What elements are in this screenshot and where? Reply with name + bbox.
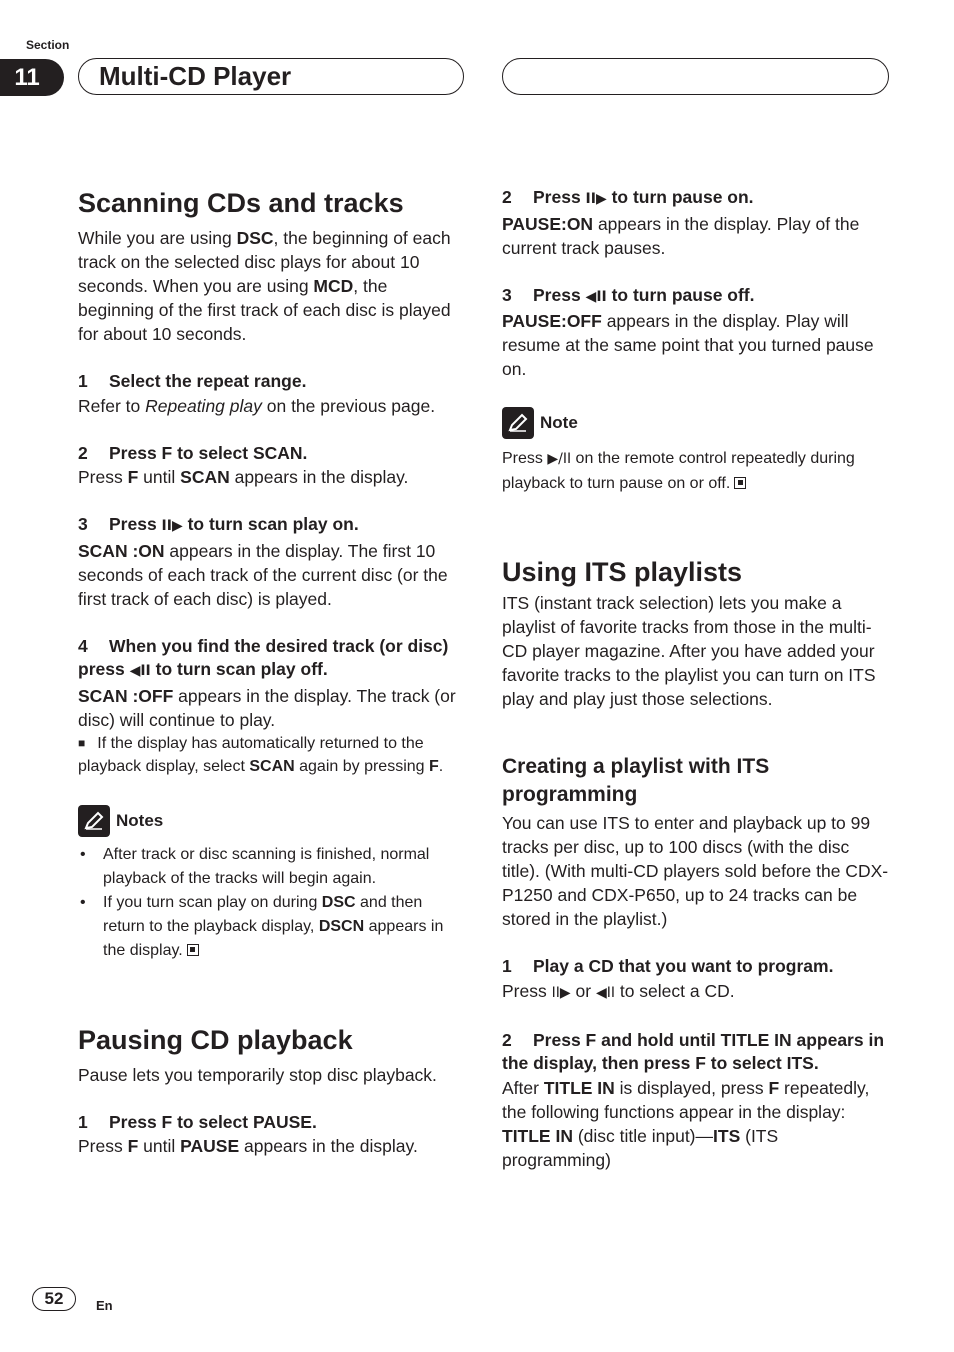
pause-step-3: 3 Press ◀II to turn pause off. (502, 284, 755, 305)
pencil-note-icon (502, 407, 534, 439)
scan-notes-list (78, 843, 466, 963)
scan-step-4-body: SCAN :OFF appears in the display. The track (or disc) will continue to play. (78, 685, 456, 730)
its-step-1: 1 Play a CD that you want to program. (502, 956, 834, 976)
left-column (78, 186, 466, 1158)
its-sub-intro: You can use ITS to enter and playback up to 99 tracks per disc, up to 100 discs (with the disc title). (With multi-CD players sold before the CDX-P1250 and CDX-P650, up to 24 tracks can be stored in the playlist.) (502, 813, 889, 929)
chapter-title: Multi-CD Player (78, 58, 464, 95)
right-column (502, 186, 890, 1172)
pause-heading: Pausing CD playback (78, 1024, 353, 1055)
its-heading: Using ITS playlists (502, 557, 743, 587)
play-pause-icon: II▶ (585, 191, 607, 207)
scan-step-3: 3 Press II▶ to turn scan play on. (78, 514, 359, 534)
page-number: 52 (32, 1287, 76, 1311)
pause-step-2-body: PAUSE:ON appears in the display. Play of the current track pauses. (502, 213, 860, 258)
scan-step-1-body: Refer to Repeating play on the previous page. (78, 395, 436, 416)
pencil-note-icon (78, 805, 110, 837)
end-mark-icon (187, 944, 199, 956)
scan-notes-header: Notes (78, 805, 466, 837)
section-number: 11 (0, 59, 64, 96)
scan-step-1: 1 Select the repeat range. (78, 371, 307, 391)
square-bullet-icon: ■ (78, 735, 86, 750)
pause-step-1-body: Press F until PAUSE appears in the display. (78, 1136, 418, 1156)
scan-step-4: 4 When you find the desired track (or disc) press ◀II to turn scan play off. (78, 635, 449, 679)
pause-step-2: 2 Press II▶ to turn pause on. (502, 187, 754, 207)
play-pause-icon: II▶ (161, 518, 183, 534)
scan-note-1: • After track or disc scanning is finished, normal playback of the tracks will begin again. (78, 843, 466, 891)
pause-intro: Pause lets you temporarily stop disc playback. (78, 1064, 437, 1085)
pause-step-3-body: PAUSE:OFF appears in the display. Play will resume at the same point that you turned pause on. (502, 311, 874, 379)
section-label: Section (26, 38, 70, 52)
pause-step-1: 1 Press F to select PAUSE. (78, 1111, 317, 1132)
scan-step-2-body: Press F until SCAN appears in the display. (78, 467, 409, 487)
its-subheading: Creating a playlist with ITS programming (502, 755, 770, 806)
scan-step-2: 2 Press F to select SCAN. (78, 442, 308, 463)
its-intro: ITS (instant track selection) lets you make a playlist of favorite tracks from those in the multi-CD player magazine. After you have added your favorite tracks to the playlist you can turn on ITS play and play just those selections. (502, 593, 876, 709)
its-step-1-body: Press II▶ or ◀II to select a CD. (502, 980, 735, 1001)
end-mark-icon (734, 477, 746, 489)
language-label: En (96, 1298, 113, 1313)
its-step-2: 2 Press F and hold until TITLE IN appears in the display, then press F to select ITS. (502, 1029, 885, 1073)
scan-step-4-note: ■ If the display has automatically returned to the playback display, select SCAN again by pressing F. (78, 734, 444, 775)
play-pause-icon: ▶/II (547, 451, 572, 467)
play-pause-icon: II▶ (551, 984, 571, 1001)
scan-note-2: • If you turn scan play on during DSC and then return to the playback display, DSCN appears in the display. (78, 891, 466, 963)
its-step-2-body: After TITLE IN is displayed, press F repeatedly, the following functions appear in the display: TITLE IN (disc title input)—ITS (ITS programming) (502, 1077, 870, 1170)
header-empty-pill (502, 58, 889, 95)
scan-step-3-body: SCAN :ON appears in the display. The first 10 seconds of each track of the current disc (or the first track of each disc) is played. (78, 540, 448, 609)
scan-intro: While you are using DSC, the beginning of each track on the selected disc plays for about 10 seconds. When you are using MCD, the beginning of the first track of each disc is played for about 10 seconds. (78, 228, 451, 344)
reverse-pause-icon: ◀II (595, 984, 615, 1001)
pause-note: Press ▶/II on the remote control repeatedly during playback to turn pause on or off. (502, 450, 855, 492)
scan-heading: Scanning CDs and tracks (78, 188, 404, 218)
reverse-pause-icon: ◀II (129, 663, 151, 679)
pause-note-header: Note (502, 407, 890, 439)
reverse-pause-icon: ◀II (585, 288, 607, 305)
